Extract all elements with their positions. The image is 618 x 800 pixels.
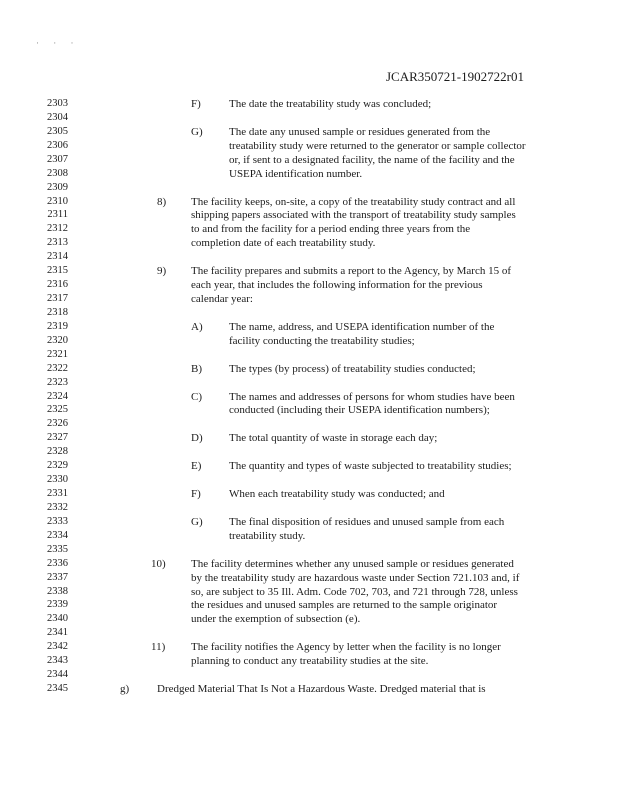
item-text-line: by the treatability study are hazardous waste under Section 721.103 and, if — [191, 571, 520, 584]
item-text-line: facility conducting the treatability studies; — [229, 334, 415, 347]
item-text-line: each year, that includes the following information for the previous — [191, 279, 483, 292]
item-text-line: The total quantity of waste in storage each day; — [229, 432, 438, 445]
scan-specks: · · · — [36, 38, 80, 48]
item-text-line: to and from the facility for a period ending three years from the — [191, 223, 471, 236]
item-label: g) — [120, 683, 130, 696]
line-number: 2318 — [47, 306, 68, 318]
item-label: A) — [191, 320, 203, 333]
item-label: F) — [191, 98, 201, 110]
line-number: 2309 — [47, 181, 68, 193]
item-text-line: The final disposition of residues and unused sample from each — [229, 515, 505, 528]
line-number: 2343 — [47, 655, 68, 667]
item-text-line: completion date of each treatability study. — [191, 237, 376, 250]
line-number: 2334 — [47, 529, 68, 541]
line-number: 2345 — [47, 683, 68, 695]
item-label: F) — [191, 488, 201, 501]
line-number: 2335 — [47, 543, 68, 555]
item-text-line: The facility notifies the Agency by letter when the facility is no longer — [191, 641, 501, 654]
line-number: 2339 — [47, 599, 68, 611]
line-number: 2342 — [47, 641, 68, 653]
item-label: 11) — [151, 641, 166, 654]
item-text-line: The names and addresses of persons for whom studies have been — [229, 390, 515, 403]
item-text-line: When each treatability study was conducted; and — [229, 488, 445, 501]
line-number: 2314 — [47, 251, 68, 263]
item-label: E) — [191, 460, 202, 473]
line-number: 2313 — [47, 237, 68, 249]
line-number: 2337 — [47, 571, 68, 583]
line-number: 2321 — [47, 348, 68, 360]
item-text-line: shipping papers associated with the transport of treatability study samples — [191, 209, 516, 222]
line-number: 2317 — [47, 293, 68, 305]
line-number: 2305 — [47, 125, 68, 137]
item-text-line: USEPA identification number. — [229, 167, 363, 180]
line-number: 2307 — [47, 153, 68, 165]
item-label: D) — [191, 432, 203, 445]
line-number: 2331 — [47, 488, 68, 500]
line-number: 2310 — [47, 195, 68, 207]
line-number: 2323 — [47, 376, 68, 388]
item-text-line: calendar year: — [191, 293, 253, 306]
line-number: 2304 — [47, 111, 68, 123]
line-number: 2308 — [47, 167, 68, 179]
line-number: 2327 — [47, 432, 68, 444]
line-number: 2322 — [47, 362, 68, 374]
item-label: B) — [191, 362, 202, 375]
line-number: 2325 — [47, 404, 68, 416]
line-number: 2332 — [47, 501, 68, 513]
item-text-line: conducted (including their USEPA identification numbers); — [229, 404, 490, 417]
line-number: 2341 — [47, 627, 68, 639]
item-text-line: The name, address, and USEPA identification number of the — [229, 320, 495, 333]
document-id: JCAR350721-1902722r01 — [386, 69, 524, 84]
line-number: 2329 — [47, 460, 68, 472]
line-number: 2320 — [47, 334, 68, 346]
line-number: 2303 — [47, 98, 68, 109]
line-number: 2336 — [47, 557, 68, 569]
line-number: 2312 — [47, 223, 68, 235]
line-number: 2330 — [47, 474, 68, 486]
line-number: 2328 — [47, 446, 68, 458]
item-text-line: Dredged Material That Is Not a Hazardous Waste. Dredged material that is — [157, 683, 486, 696]
item-label: C) — [191, 390, 202, 403]
line-number: 2340 — [47, 613, 68, 625]
item-label: G) — [191, 515, 203, 528]
item-label: 8) — [157, 195, 167, 208]
line-number: 2311 — [47, 209, 68, 221]
line-number: 2306 — [47, 139, 68, 151]
item-text-line: planning to conduct any treatability studies at the site. — [191, 655, 429, 668]
item-text-line: the residues and unused samples are returned to the sample originator — [191, 599, 498, 612]
item-text-line: The facility keeps, on-site, a copy of the treatability study contract and all — [191, 195, 516, 208]
item-text-line: The date any unused sample or residues generated from the — [229, 125, 491, 138]
item-label: 9) — [157, 265, 167, 278]
item-text-line: The date the treatability study was concluded; — [229, 98, 432, 110]
item-text-line: treatability study. — [229, 529, 306, 542]
item-text-line: treatability study were returned to the generator or sample collector — [229, 139, 526, 152]
line-number: 2316 — [47, 279, 68, 291]
line-number: 2338 — [47, 585, 68, 597]
line-number: 2315 — [47, 265, 68, 277]
item-text-line: so, are subject to 35 Ill. Adm. Code 702, 703, and 721 through 728, unless — [191, 585, 518, 598]
item-text-line: The facility prepares and submits a report to the Agency, by March 15 of — [191, 265, 512, 278]
item-text-line: The facility determines whether any unused sample or residues generated — [191, 557, 514, 570]
item-label: 10) — [151, 557, 166, 570]
line-number: 2344 — [47, 669, 68, 681]
line-number: 2326 — [47, 418, 68, 430]
item-text-line: or, if sent to a designated facility, the name of the facility and the — [229, 153, 515, 166]
item-label: G) — [191, 125, 203, 138]
line-number: 2324 — [47, 390, 68, 402]
item-text-line: The quantity and types of waste subjected to treatability studies; — [229, 460, 512, 473]
item-text-line: under the exemption of subsection (e). — [191, 613, 361, 626]
item-text-line: The types (by process) of treatability studies conducted; — [229, 362, 476, 375]
line-number: 2333 — [47, 515, 68, 527]
line-number: 2319 — [47, 320, 68, 332]
